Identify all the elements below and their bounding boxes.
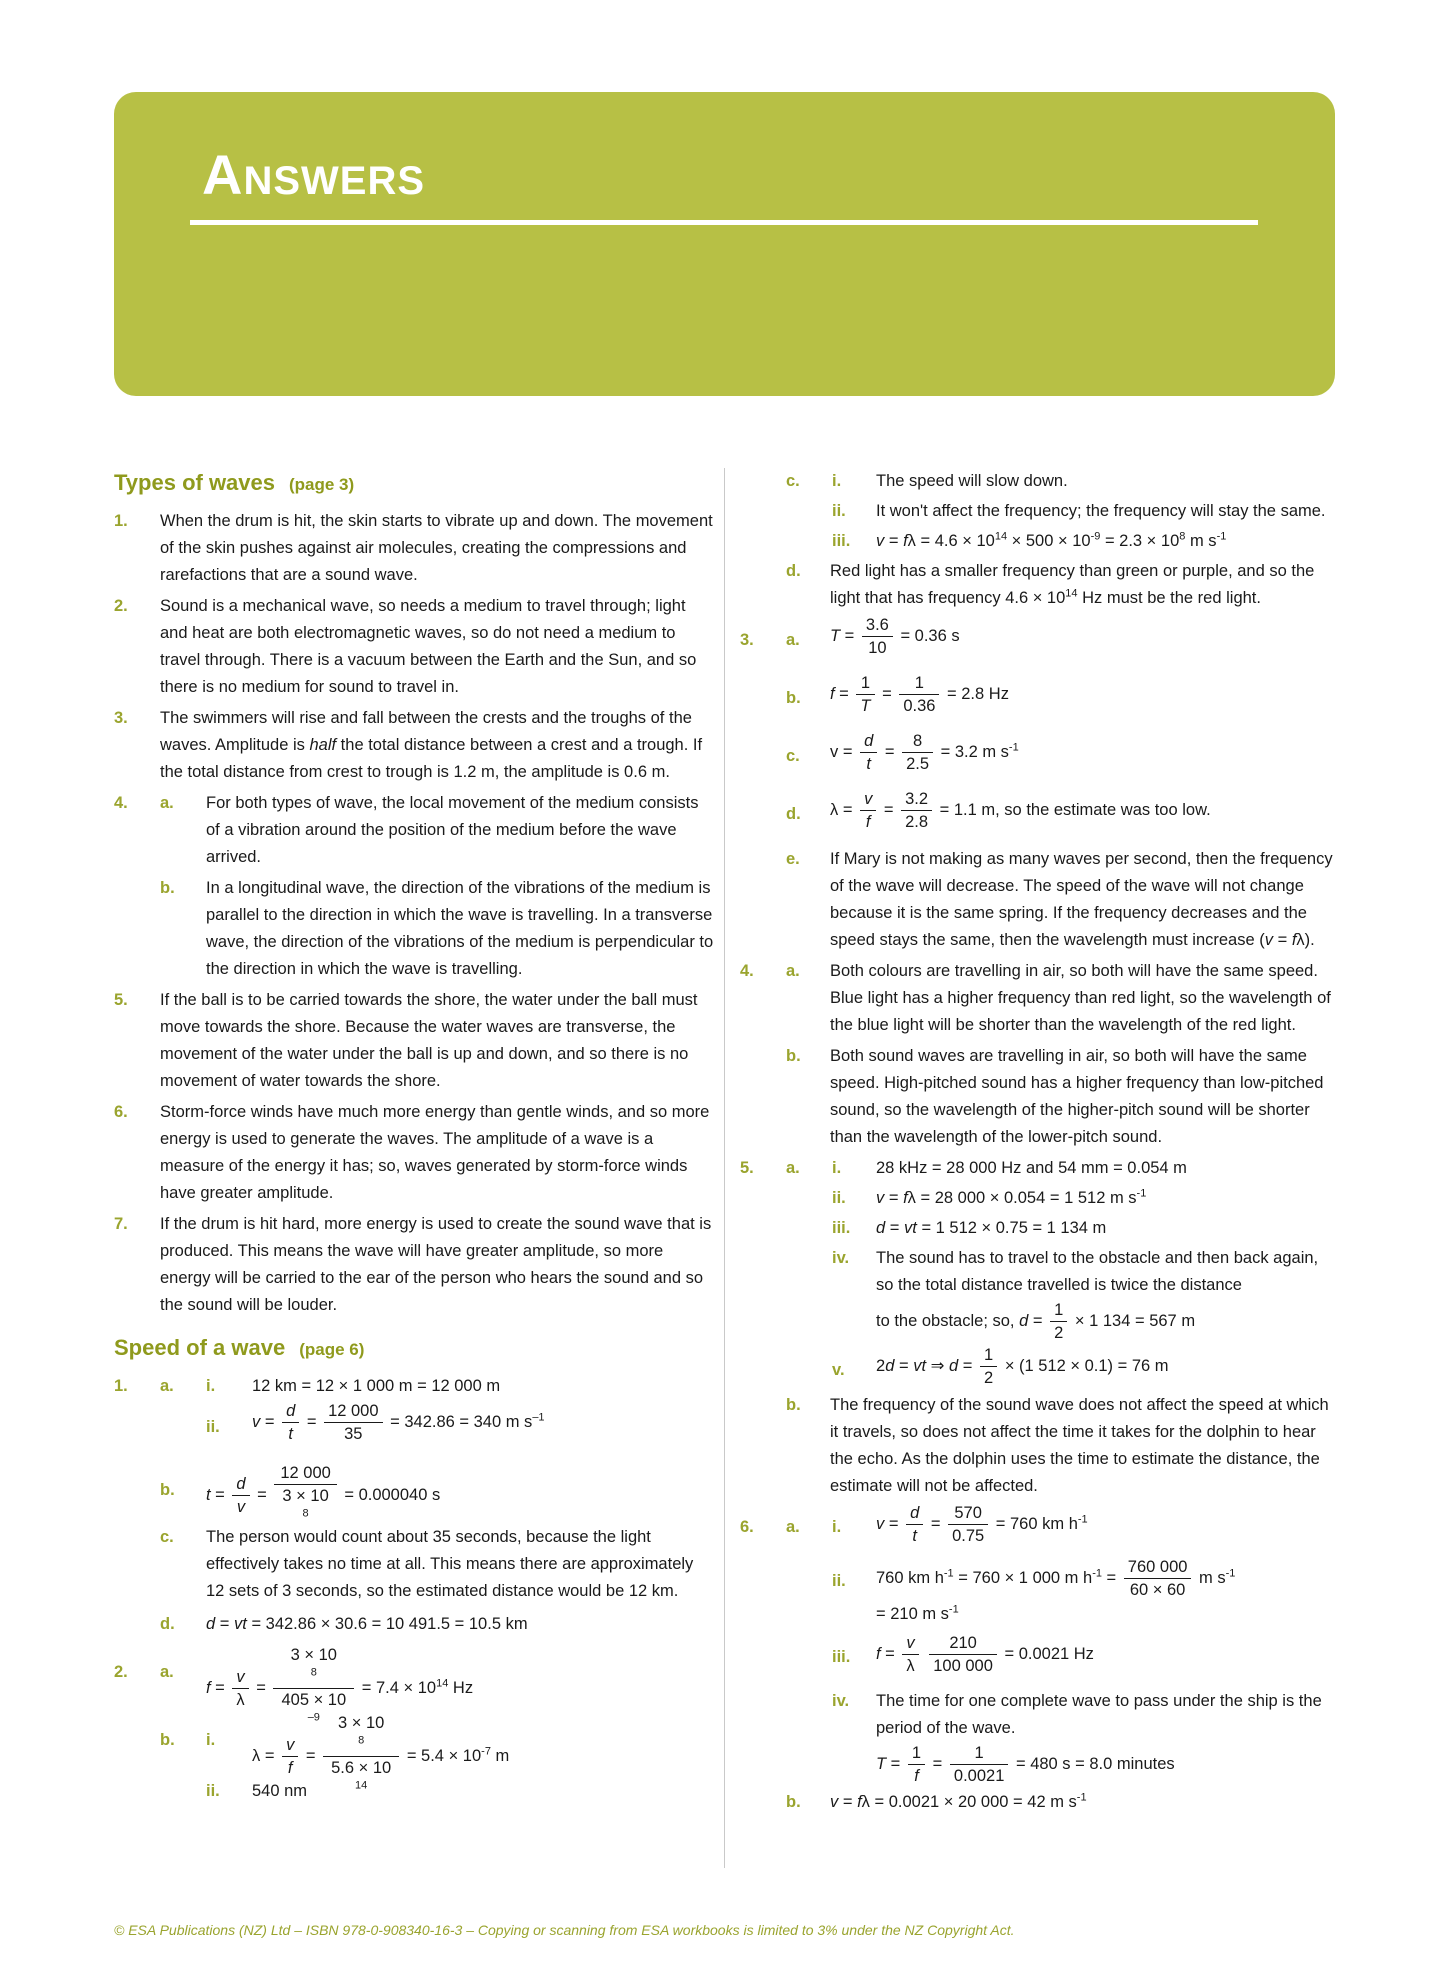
section-heading-speed: Speed of a wave (page 6) [114,1335,365,1360]
answer-5: 5. If the ball is to be carried towards the shore, the water under the ball must move towards the shore. Because the water waves are transverse, the movement of the water under the ball is up and down, and so there is no movement of water towards the shore. [114,991,698,1090]
left-column [114,468,714,1805]
answer-4a: 4. a. For both types of wave, the local movement of the medium consists of a vibration around the position of the medium before the wave arrived. [114,794,699,866]
wave-6aiii: iii. f = $\frac{v}{\lambda}$ $\frac{210}{100 000}$ = 0.0021 Hz [832,1634,1094,1675]
section-heading-types: Types of waves (page 3) [114,470,355,495]
speed-1aii: ii. v = $\frac{d}{t}$ = $\frac{12 000}{35}$ = 342.86 = 340 m $s^{-1}$ [206,1402,545,1443]
wave-5aiv: iv. The sound has to travel to the obstacle and then back again, so the total distance travelled is twice the distance to the obstacle; so, d = $\frac{1}{2}$ × 1 134 = 567 m [832,1249,1319,1342]
answer-3: 3. The swimmers will rise and fall between the crests and the troughs of the waves. Amplitude is half the total distance between a crest and a trough. If the total distance from crest to trough is 1.2 m, the amplitude is 0.6 m. [114,709,703,781]
speed-2ciii: iii. $v = f\lambda = 4.6 \times 10^{14} \times 500 \times 10^{-9} = 2.3 \times 10^8$ m $s^{-1}$ [832,530,1227,550]
header-banner [114,92,1335,396]
wave-5av: v. 2d = vt ⇒ d = $\frac{1}{2}$ × (1 512 × 0.1) = 76 m [832,1346,1169,1387]
title-rule [190,220,1258,225]
speed-2cii: ii. It won't affect the frequency; the frequency will stay the same. [832,502,1326,520]
wave-3c: c. v = $\frac{d}{t}$ = $\frac{8}{2.5}$ = 3.2 m $s^{-1}$ [786,732,1019,773]
speed-2bi: b. i. λ = $\frac{v}{f}$ = 3 × 10 $^8$ 5.6 × 10 $^{14}$ = $5.4 \times 10^{-7}$ m [160,1714,510,1792]
speed-1c: c. The person would count about 35 seconds, because the light effectively takes no time at all. This means there are approximately 12 sets of 3 seconds, so the estimated distance would be 12 km. [160,1528,694,1600]
wave-6ai: 6. a. i. v = $\frac{d}{t}$ = $\frac{570}{0.75}$ = 760 km $h^{-1}$ [740,1504,1088,1545]
wave-5ai: 5. a. i. 28 kHz = 28 000 Hz and 54 mm = 0.054 m [740,1159,1187,1177]
answer-1: 1. When the drum is hit, the skin starts to vibrate up and down. The movement of the skin pushes against air molecules, creating the compressions and rarefactions that are a sound wave. [114,512,713,584]
column-divider [724,468,725,1868]
wave-6b: b. v = fλ = 0.0021 × 20 000 = 42 m $s^{-1}$ [786,1791,1087,1811]
copyright-footer: © ESA Publications (NZ) Ltd – ISBN 978-0-908340-16-3 – Copying or scanning from ESA workbooks is limited to 3% under the NZ Copyright Act. [114,1922,1015,1938]
wave-5aiii: iii. d = vt = 1 512 × 0.75 = 1 134 m [832,1219,1107,1237]
wave-6aii: ii. 760 km $h^{-1} = 760 \times 1$ 000 m $h^{-1}$ = $\frac{760 000}{60 \times 60}$ m $s^{-1}$ = 210 m $s^{-1}$ [832,1558,1236,1623]
speed-1b: b. t = $\frac{d}{v}$ = 12 000 3 × 10 $^8$ = 0.000040 s [160,1464,441,1520]
wave-5b: b. The frequency of the sound wave does not affect the speed at which it travels, so does not affect the time it takes for the dolphin to hear the echo. As the dolphin uses the time to estimate the distance, the estimate will not be affected. [786,1396,1329,1495]
speed-2d: d. Red light has a smaller frequency than green or purple, and so the light that has frequency $4.6 \times 10^{14}$ Hz must be the red light. [786,562,1315,607]
wave-6aiv: iv. The time for one complete wave to pass under the ship is the period of the wave. T = $\frac{1}{f}$ = $\frac{1}{0.0021}$ = 480 s = 8.0 minutes [832,1692,1322,1785]
wave-5aii: ii. v = fλ = 28 000 × 0.054 = 1 512 m $s^{-1}$ [832,1187,1147,1207]
wave-4a: 4. a. Both colours are travelling in air, so both will have the same speed. Blue light has a higher frequency than red light, so the wavelength of the blue light will be shorter than the wavelength of the red light. [740,962,1331,1034]
wave-3b: b. f = $\frac{1}{T}$ = $\frac{1}{0.36}$ = 2.8 Hz [786,674,1009,715]
answer-7: 7. If the drum is hit hard, more energy is used to create the sound wave that is produced. This means the wave will have greater amplitude, so more energy will be carried to the ear of the person who hears the sound and so the sound will be louder. [114,1215,712,1314]
answer-4b: b. In a longitudinal wave, the direction of the vibrations of the medium is parallel to the direction in which the wave is travelling. In a transverse wave, the direction of the vibrations of the medium is perpendicular to the direction in which the wave is travelling. [160,879,714,978]
wave-3e: e. If Mary is not making as many waves per second, then the frequency of the wave will decrease. The speed of the wave will not change because it is the same spring. If the frequency decreases and the speed stays the same, then the wavelength must increase (v = fλ). [786,850,1333,949]
wave-3d: d. λ = $\frac{v}{f}$ = $\frac{3.2}{2.8}$ = 1.1 m, so the estimate was too low. [786,790,1211,831]
page-title: ANSWERS [202,143,426,206]
speed-2a: 2. a. f = $\frac{v}{\lambda}$ = 3 × 10 $^8$ 405 × 10 $^{-9}$ = $7.4 \times 10^{14}$ Hz [114,1646,474,1724]
speed-2ci: c. i. The speed will slow down. [786,472,1068,490]
answer-6: 6. Storm-force winds have much more energy than gentle winds, and so more energy is used to generate the waves. The amplitude of a wave is a measure of the energy it has; so, waves generated by storm-force winds have greater amplitude. [114,1103,710,1202]
answer-2: 2. Sound is a mechanical wave, so needs a medium to travel through; light and heat are both electromagnetic waves, so do not need a medium to travel through. There is a vacuum between the Earth and the Sun, and so there is no medium for sound to travel in. [114,597,697,696]
speed-1ai: 1. a. i. 12 km = 12 × 1 000 m = 12 000 m [114,1377,501,1395]
wave-3a: 3. a. T = $\frac{3.6}{10}$ = 0.36 s [740,616,960,657]
right-column [740,468,1340,1816]
speed-1d: d. d = vt = 342.86 × 30.6 = 10 491.5 = 10.5 km [160,1615,528,1633]
speed-2bii: ii. 540 nm [206,1782,308,1800]
wave-4b: b. Both sound waves are travelling in air, so both will have the same speed. High-pitched sound has a higher frequency than low-pitched sound, so the wavelength of the higher-pitch sound will be shorter than the wavelength of the lower-pitch sound. [786,1047,1324,1146]
